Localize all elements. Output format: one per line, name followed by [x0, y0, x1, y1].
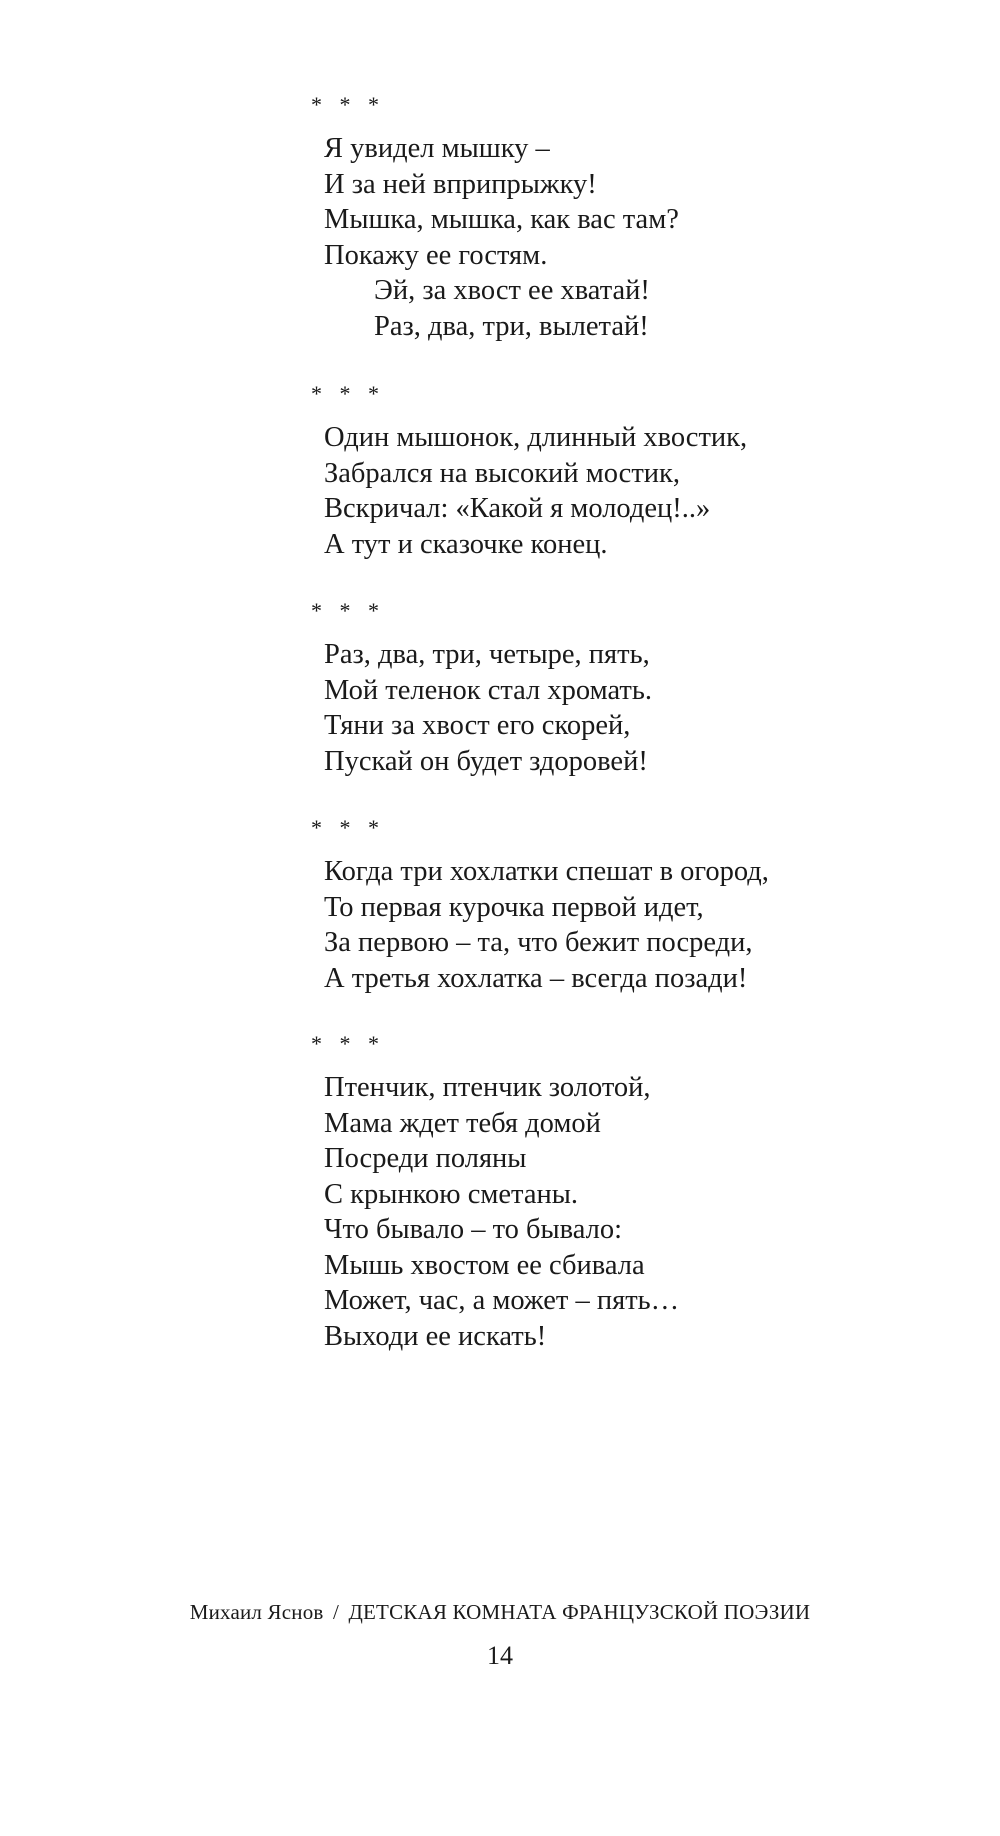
poem-line: Посреди поляны	[324, 1143, 527, 1174]
poem-line: Мама ждет тебя домой	[324, 1107, 601, 1139]
poem-line: Покажу ее гостям.	[324, 239, 548, 271]
poem-line: Вскричал: «Какой я молодец!..»	[324, 493, 711, 524]
poem-line: Выходи ее искать!	[324, 1320, 547, 1352]
poem-line: Раз, два, три, вылетай!	[374, 310, 649, 342]
poem-line: Может, час, а может – пять…	[324, 1285, 680, 1316]
poem-line: Птенчик, птенчик золотой,	[324, 1072, 651, 1103]
footer-divider: /	[332, 1600, 340, 1624]
poem-line: Когда три хохлатки спешат в огород,	[324, 856, 769, 887]
poem-stanza	[324, 131, 884, 344]
poem-line: С крынкою сметаны.	[324, 1178, 579, 1210]
poem-line: Мой теленок стал хромать.	[324, 674, 652, 706]
poem-line: А тут и сказочке конец.	[324, 528, 608, 560]
poem-line: Пускай он будет здоровей!	[324, 745, 648, 777]
stanza-separator: * * *	[311, 598, 385, 623]
poem-stanza	[324, 637, 884, 779]
footer-book-title: ДЕТСКАЯ КОМНАТА ФРАНЦУЗСКОЙ ПОЭЗИИ	[348, 1600, 811, 1624]
poem-line: Забрался на высокий мостик,	[324, 457, 681, 489]
poem-line: То первая курочка первой идет,	[324, 891, 704, 923]
poem-line: Что бывало – то бывало:	[324, 1214, 623, 1245]
poem-line: Я увидел мышку –	[324, 133, 550, 164]
stanza-separator: * * *	[311, 1031, 385, 1056]
page-number: 14	[487, 1641, 513, 1670]
poem-stanza	[324, 1070, 884, 1354]
stanza-separator: * * *	[311, 815, 385, 840]
poem-line: И за ней вприпрыжку!	[324, 168, 597, 200]
poem-line: Раз, два, три, четыре, пять,	[324, 639, 650, 670]
running-head	[0, 1600, 1000, 1625]
poem-line: А третья хохлатка – всегда позади!	[324, 962, 748, 994]
poem-line: Тяни за хвост его скорей,	[324, 710, 631, 741]
poem-line: За первою – та, что бежит посреди,	[324, 927, 753, 958]
poem-line: Эй, за хвост ее хватай!	[374, 275, 650, 306]
poem-stanza	[324, 420, 884, 562]
poem-stanza	[324, 854, 884, 996]
stanza-separator: * * *	[311, 381, 385, 406]
poem-line: Мышка, мышка, как вас там?	[324, 204, 679, 235]
poem-line: Мышь хвостом ее сбивала	[324, 1249, 645, 1281]
footer-author: Михаил Яснов	[189, 1600, 324, 1624]
stanza-separator: * * *	[311, 92, 385, 117]
poem-line: Один мышонок, длинный хвостик,	[324, 422, 748, 453]
